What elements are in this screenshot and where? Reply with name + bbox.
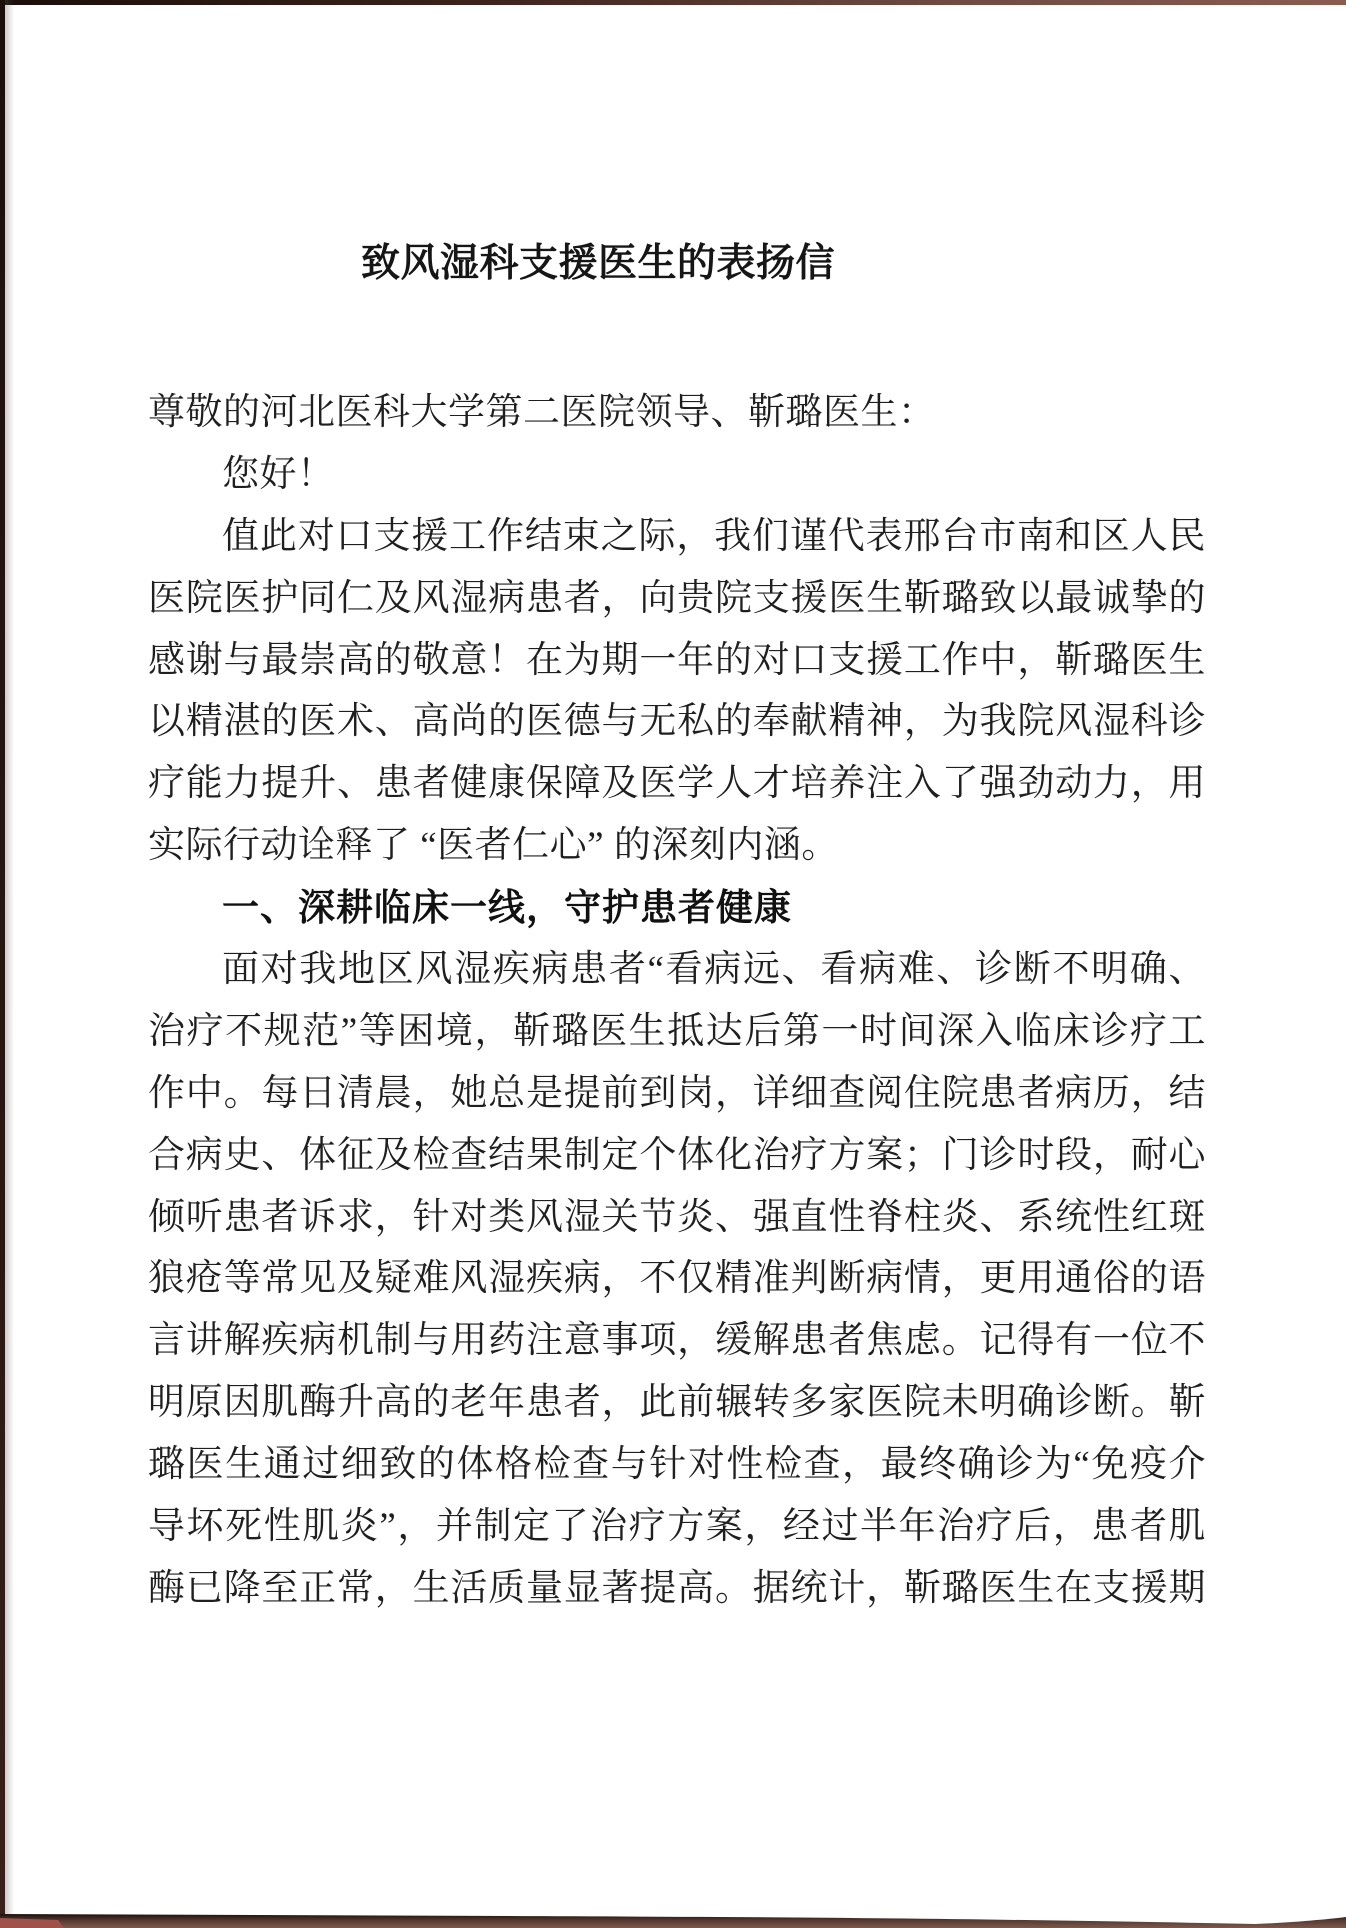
letter-line: 感谢与最崇高的敬意！在为期一年的对口支援工作中，靳璐医生 (148, 639, 1206, 681)
letter-line: 实际行动诠释了 “医者仁心” 的深刻内涵。 (148, 825, 839, 867)
letter-line: 狼疮等常见及疑难风湿疾病，不仅精准判断病情，更用通俗的语 (148, 1258, 1206, 1300)
letter-line: 导坏死性肌炎”，并制定了治疗方案，经过半年治疗后，患者肌 (148, 1506, 1206, 1548)
scan-edge-left-shadow (5, 0, 14, 1928)
scan-edge-bottom (0, 1888, 1346, 1928)
scan-edge-top (0, 0, 1346, 5)
letter-title: 致风湿科支援医生的表扬信 (361, 242, 836, 285)
letter-line: 作中。每日清晨，她总是提前到岗，详细查阅住院患者病历，结 (148, 1072, 1206, 1114)
letter-line: 值此对口支援工作结束之际，我们谨代表邢台市南和区人民 (222, 515, 1206, 557)
letter-line: 酶已降至正常，生活质量显著提高。据统计，靳璐医生在支援期 (148, 1567, 1206, 1609)
letter-greeting: 您好！ (222, 453, 335, 495)
letter-section-heading: 一、深耕临床一线，守护患者健康 (222, 887, 792, 929)
letter-line: 合病史、体征及检查结果制定个体化治疗方案；门诊时段，耐心 (148, 1134, 1206, 1176)
letter-line: 面对我地区风湿疾病患者“看病远、看病难、诊断不明确、 (222, 949, 1206, 991)
letter-line: 以精湛的医术、高尚的医德与无私的奉献精神，为我院风湿科诊 (148, 701, 1206, 743)
letter-body (148, 382, 1206, 1620)
letter-line: 治疗不规范”等困境，靳璐医生抵达后第一时间深入临床诊疗工 (148, 1010, 1206, 1052)
letter-line: 倾听患者诉求，针对类风湿关节炎、强直性脊柱炎、系统性红斑 (148, 1196, 1206, 1238)
letter-salutation: 尊敬的河北医科大学第二医院领导、靳璐医生： (148, 392, 936, 433)
letter-line: 言讲解疾病机制与用药注意事项，缓解患者焦虑。记得有一位不 (148, 1320, 1206, 1362)
letter-line: 璐医生通过细致的体格检查与针对性检查，最终确诊为“免疫介 (148, 1444, 1206, 1486)
letter-line: 明原因肌酶升高的老年患者，此前辗转多家医院未明确诊断。靳 (148, 1382, 1206, 1424)
letter-line: 疗能力提升、患者健康保障及医学人才培养注入了强劲动力，用 (148, 763, 1206, 805)
letter-line: 医院医护同仁及风湿病患者，向贵院支援医生靳璐致以最诚挚的 (148, 577, 1206, 619)
